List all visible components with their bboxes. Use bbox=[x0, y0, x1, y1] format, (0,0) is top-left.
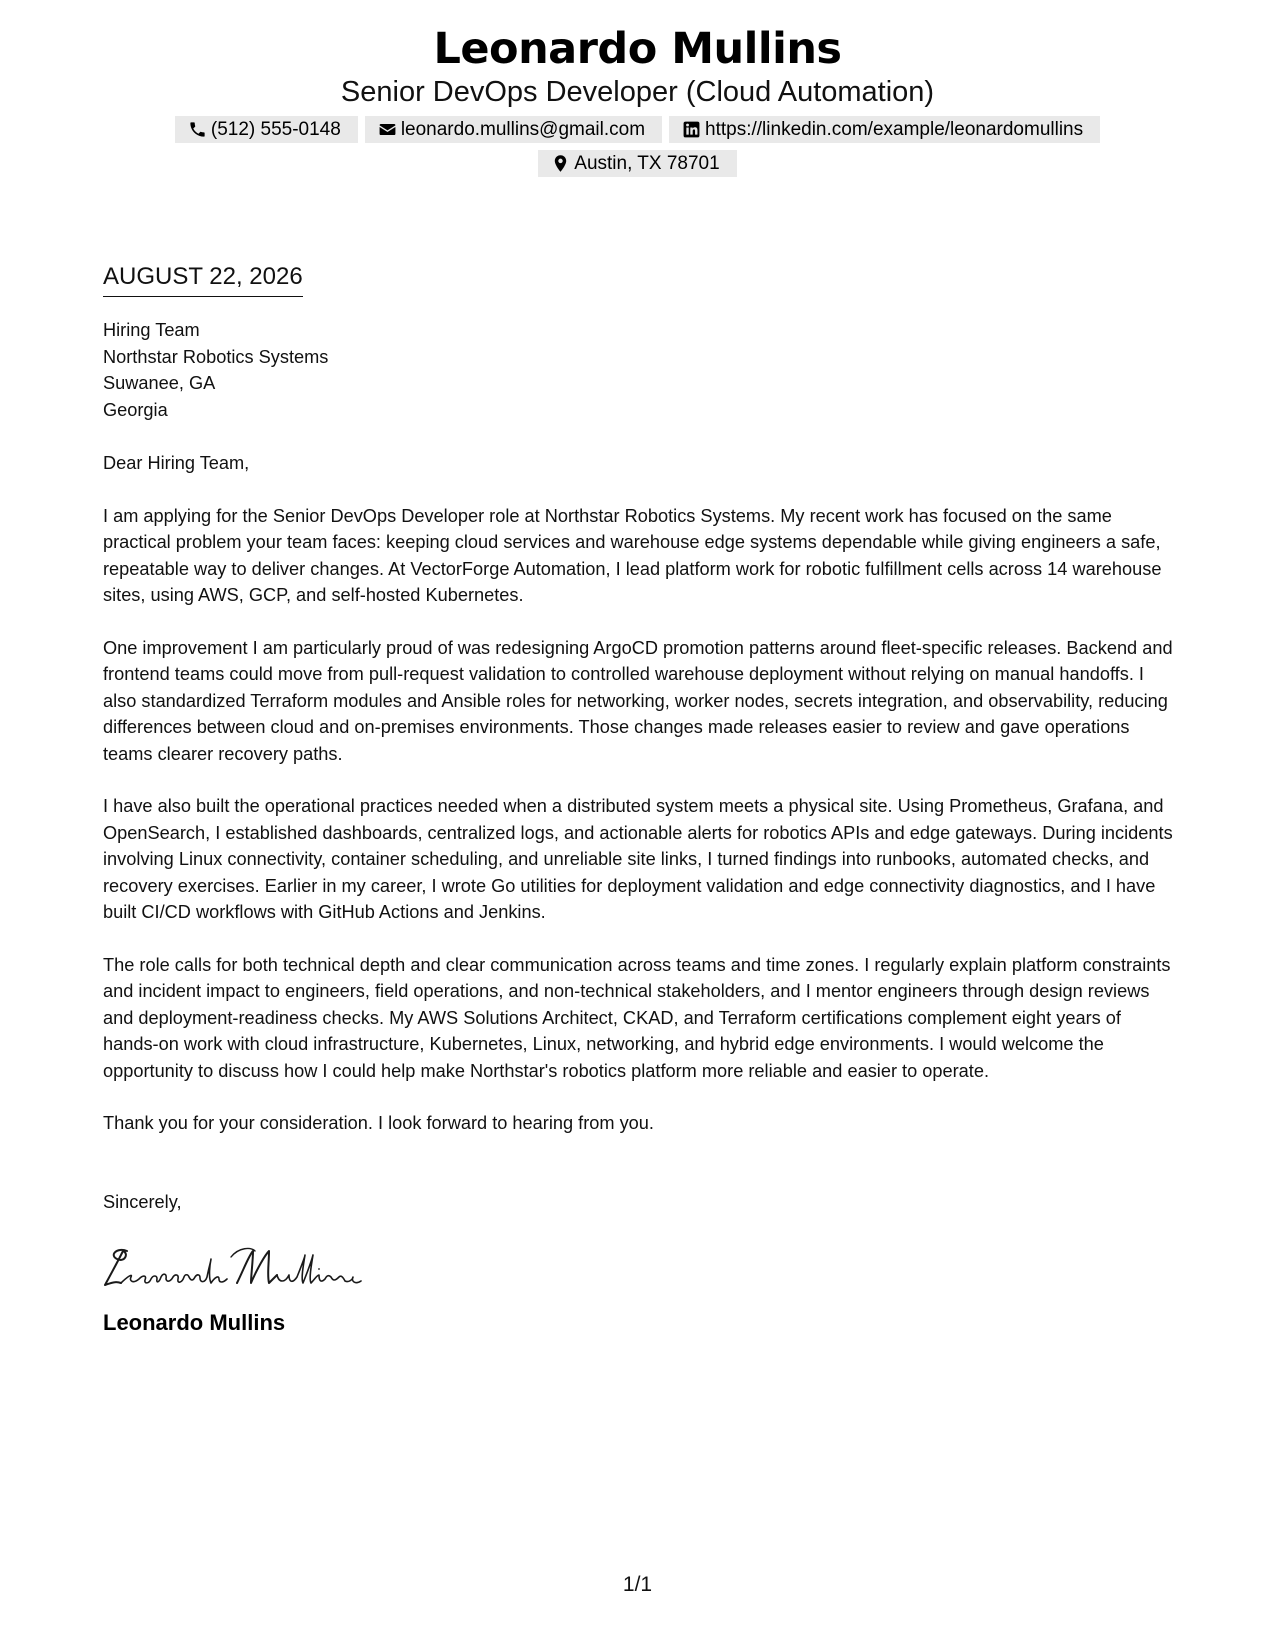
body-paragraph: I am applying for the Senior DevOps Developer role at Northstar Robotics Systems. My recent work has focused on the same practical problem your team faces: keeping cloud services and warehouse edge systems dependable while giving engineers a safe, repeatable way to deliver changes. At VectorForge Automation, I lead platform work for robotic fulfillment cells across 14 warehouse sites, using AWS, GCP, and self-hosted Kubernetes. bbox=[103, 505, 1162, 605]
recipient-line: Georgia bbox=[103, 399, 168, 420]
recipient-block bbox=[103, 317, 1178, 423]
letter-date: AUGUST 22, 2026 bbox=[103, 262, 303, 297]
linkedin-icon bbox=[682, 120, 701, 139]
handwritten-signature bbox=[103, 1237, 1178, 1297]
recipient-line: Northstar Robotics Systems bbox=[103, 346, 329, 367]
applicant-title: Senior DevOps Developer (Cloud Automation) bbox=[340, 76, 935, 108]
closing: Sincerely, bbox=[103, 1191, 182, 1212]
email-text: leonardo.mullins@gmail.com bbox=[400, 118, 646, 140]
contact-row-second bbox=[0, 150, 1275, 177]
phone-text: (512) 555-0148 bbox=[210, 118, 341, 140]
letter-header bbox=[0, 22, 1275, 177]
body-paragraph: The role calls for both technical depth and clear communication across teams and time zones. I regularly explain platform constraints and incident impact to engineers, field operations, and non-technical stakeholders, and I mentor engineers through design reviews and deployment-readiness checks. My AWS Solutions Architect, CKAD, and Terraform certifications complement eight years of hands-on work with cloud infrastructure, Kubernetes, Linux, networking, and hybrid edge environments. I would welcome the opportunity to discuss how I could help make Northstar's robotics platform more reliable and easier to operate. bbox=[103, 954, 1171, 1081]
linkedin-text: https://linkedin.com/example/leonardomullins bbox=[705, 118, 1084, 140]
recipient-line: Hiring Team bbox=[103, 320, 200, 340]
letter-body bbox=[103, 262, 1178, 1337]
recipient-line: Suwanee, GA bbox=[103, 373, 216, 393]
phone-contact[interactable] bbox=[175, 116, 358, 143]
applicant-name: Leonardo Mullins bbox=[433, 24, 842, 74]
location-contact bbox=[538, 150, 736, 177]
envelope-icon bbox=[378, 120, 397, 139]
email-contact[interactable] bbox=[365, 116, 662, 143]
linkedin-contact[interactable] bbox=[669, 116, 1100, 143]
map-pin-icon bbox=[551, 154, 570, 173]
location-text: Austin, TX 78701 bbox=[574, 152, 720, 174]
signature-image bbox=[103, 1237, 373, 1297]
contact-row bbox=[0, 116, 1275, 143]
page-number: 1/1 bbox=[622, 1573, 653, 1596]
body-paragraph: Thank you for your consideration. I look forward to hearing from you. bbox=[103, 1113, 654, 1133]
phone-icon bbox=[188, 120, 207, 139]
body-paragraph: One improvement I am particularly proud of was redesigning ArgoCD promotion patterns around fleet-specific releases. Backend and frontend teams could move from pull-request validation to controlled warehouse deployment without relying on manual handoffs. I also standardized Terraform modules and Ansible roles for networking, worker nodes, secrets integration, and observability, reducing differences between cloud and on-premises environments. Those changes made releases easier to review and gave operations teams clearer recovery paths. bbox=[103, 637, 1173, 764]
signoff-name: Leonardo Mullins bbox=[103, 1310, 286, 1335]
salutation: Dear Hiring Team, bbox=[103, 453, 250, 473]
body-paragraph: I have also built the operational practices needed when a distributed system meets a physical site. Using Prometheus, Grafana, and OpenSearch, I established dashboards, centralized logs, and actionable alerts for robotics APIs and edge gateways. During incidents involving Linux connectivity, container scheduling, and unreliable site links, I turned findings into runbooks, automated checks, and recovery exercises. Earlier in my career, I wrote Go utilities for deployment validation and edge connectivity diagnostics, and I have built CI/CD workflows with GitHub Actions and Jenkins. bbox=[103, 796, 1173, 922]
